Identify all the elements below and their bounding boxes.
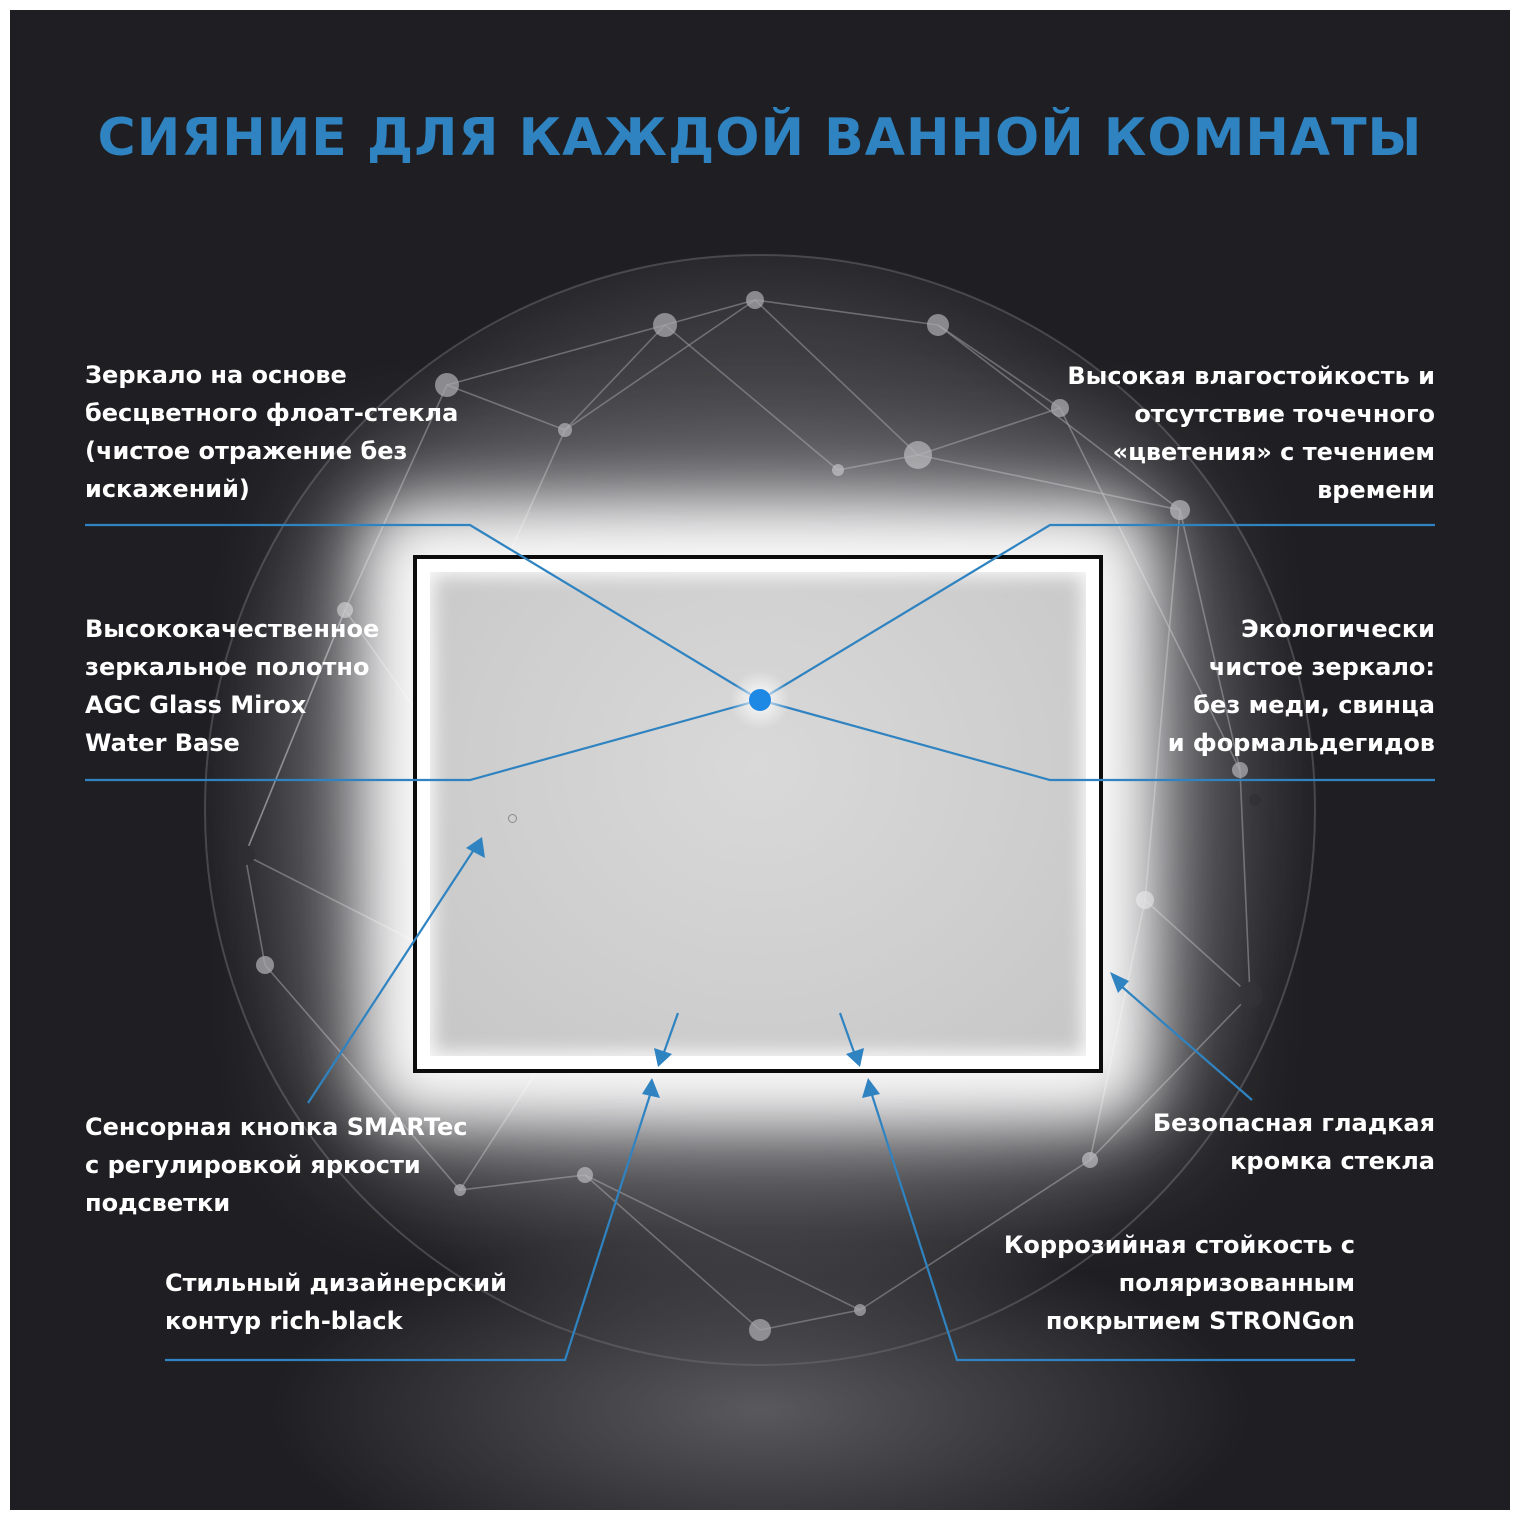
label-float-glass: Зеркало на основе бесцветного флоат-стекла (чистое отражение без искажений) <box>85 361 459 503</box>
label-safe-edge: Безопасная гладкая кромка стекла <box>1152 1109 1435 1175</box>
mirror-frame <box>413 555 1103 1073</box>
label-strongon-coating: Коррозийная стойкость с поляризованным покрытием STRONGon <box>1003 1231 1355 1335</box>
label-sensor-button: Сенсорная кнопка SMARTec с регулировкой яркости подсветки <box>85 1113 468 1217</box>
sensor-button-icon <box>508 814 517 823</box>
mirror-surface <box>430 572 1086 1056</box>
infographic-canvas <box>10 10 1510 1510</box>
label-moisture-resistance: Высокая влагостойкость и отсутствие точечного «цветения» с течением времени <box>1067 362 1435 504</box>
label-rich-black-contour: Стильный дизайнерский контур rich-black <box>165 1269 507 1335</box>
page-title: СИЯНИЕ ДЛЯ КАЖДОЙ ВАННОЙ КОМНАТЫ <box>97 108 1423 168</box>
label-eco-mirror: Экологически чистое зеркало: без меди, свинца и формальдегидов <box>1167 615 1435 757</box>
label-agc-glass: Высококачественное зеркальное полотно AGC Glass Mirox Water Base <box>85 615 380 757</box>
